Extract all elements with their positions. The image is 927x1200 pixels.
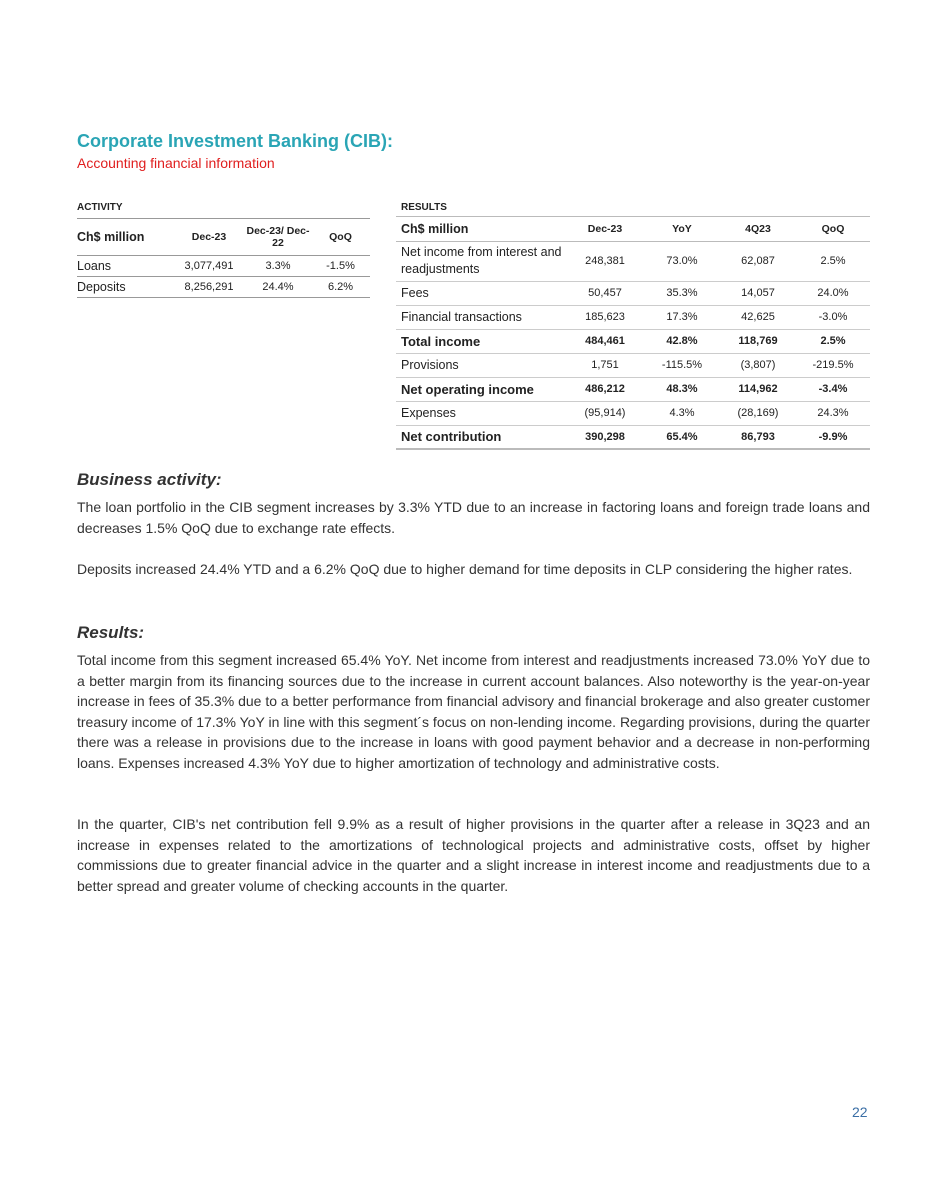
- results-heading: Results:: [77, 623, 145, 642]
- cell-value: 6.2%: [311, 276, 370, 297]
- results-table: [396, 200, 870, 450]
- section-title: Corporate Investment Banking (CIB):: [77, 131, 394, 151]
- cell-value: -9.9%: [796, 425, 870, 449]
- results-header-row: [396, 217, 870, 241]
- cell-value: 2.5%: [796, 329, 870, 353]
- row-label: Deposits: [77, 276, 173, 297]
- row-label: Fees: [396, 281, 566, 305]
- table-row: [396, 281, 870, 305]
- cell-value: 86,793: [720, 425, 796, 449]
- section-subtitle: Accounting financial information: [77, 155, 275, 171]
- activity-header-row: [77, 219, 370, 255]
- cell-value: 24.0%: [796, 281, 870, 305]
- row-label: Total income: [396, 329, 566, 353]
- cell-value: 1,751: [566, 353, 644, 377]
- results-paragraph-2: In the quarter, CIB's net contribution fell 9.9% as a result of higher provisions in the quarter after a release in 3Q23 and an increase in expenses related to the amortizations of technological projects and administrative costs, offset by higher commissions due to greater financial advice in the quarter and a slight increase in interest income and readjustments due to a better spread and greater volume of checking accounts in the quarter.: [77, 816, 870, 894]
- table-row: [396, 329, 870, 353]
- cell-value: 17.3%: [644, 305, 720, 329]
- page-number: 22: [852, 1104, 868, 1120]
- table-row: [396, 377, 870, 401]
- cell-value: 42,625: [720, 305, 796, 329]
- cell-value: 48.3%: [644, 377, 720, 401]
- cell-value: (3,807): [720, 353, 796, 377]
- cell-value: 42.8%: [644, 329, 720, 353]
- cell-value: 4.3%: [644, 401, 720, 425]
- activity-col-unit: Ch$ million: [77, 219, 173, 255]
- cell-value: -3.0%: [796, 305, 870, 329]
- results-col-qoq: QoQ: [796, 217, 870, 241]
- table-row: [396, 305, 870, 329]
- row-label: Loans: [77, 255, 173, 276]
- cell-value: -3.4%: [796, 377, 870, 401]
- cell-value: 3.3%: [245, 255, 311, 276]
- table-row: [396, 425, 870, 449]
- cell-value: 62,087: [720, 241, 796, 281]
- cell-value: 24.4%: [245, 276, 311, 297]
- cell-value: -115.5%: [644, 353, 720, 377]
- cell-value: 2.5%: [796, 241, 870, 281]
- cell-value: 73.0%: [644, 241, 720, 281]
- cell-value: 3,077,491: [173, 255, 245, 276]
- cell-value: (28,169): [720, 401, 796, 425]
- cell-value: -219.5%: [796, 353, 870, 377]
- cell-value: 486,212: [566, 377, 644, 401]
- row-label: Expenses: [396, 401, 566, 425]
- cell-value: 118,769: [720, 329, 796, 353]
- cell-value: 484,461: [566, 329, 644, 353]
- activity-col-yoy: Dec-23/ Dec-22: [245, 219, 311, 255]
- cell-value: 50,457: [566, 281, 644, 305]
- results-paragraph-1: Total income from this segment increased 65.4% YoY. Net income from interest and readjustments increased 73.0% YoY due to a better margin from its financing sources due to the increase in current account balances. Also noteworthy is the year-on-year increase in fees of 35.3% due to a better performance from financial advisory and financial brokerage and also greater customer treasury income of 17.3% YoY in line with this segment´s focus on non-lending income. Regarding provisions, during the quarter there was a release in provisions due to the increase in loans with good payment behavior and a decrease in non-performing loans. Expenses increased 4.3% YoY due to higher amortization of technology and administrative costs.: [77, 652, 870, 771]
- business-activity-paragraph-2: Deposits increased 24.4% YTD and a 6.2% QoQ due to higher demand for time deposits in CLP considering the higher rates.: [77, 561, 853, 577]
- row-label: Net income from interest and readjustments: [396, 241, 566, 281]
- results-col-yoy: YoY: [644, 217, 720, 241]
- row-label: Provisions: [396, 353, 566, 377]
- cell-value: 35.3%: [644, 281, 720, 305]
- row-label: Net contribution: [396, 425, 566, 449]
- business-activity-heading: Business activity:: [77, 470, 222, 489]
- cell-value: 24.3%: [796, 401, 870, 425]
- cell-value: (95,914): [566, 401, 644, 425]
- activity-table: [77, 200, 370, 298]
- activity-col-dec23: Dec-23: [173, 219, 245, 255]
- table-row: [77, 255, 370, 276]
- results-col-unit: Ch$ million: [396, 217, 566, 241]
- cell-value: 65.4%: [644, 425, 720, 449]
- cell-value: 390,298: [566, 425, 644, 449]
- cell-value: 8,256,291: [173, 276, 245, 297]
- cell-value: 14,057: [720, 281, 796, 305]
- results-col-dec23: Dec-23: [566, 217, 644, 241]
- table-row: [396, 353, 870, 377]
- cell-value: -1.5%: [311, 255, 370, 276]
- cell-value: 248,381: [566, 241, 644, 281]
- cell-value: 114,962: [720, 377, 796, 401]
- table-row: [77, 276, 370, 297]
- business-activity-paragraph-1: The loan portfolio in the CIB segment increases by 3.3% YTD due to an increase in factoring loans and foreign trade loans and decreases 1.5% QoQ due to exchange rate effects.: [77, 499, 870, 536]
- results-caption: RESULTS: [396, 200, 870, 217]
- row-label: Financial transactions: [396, 305, 566, 329]
- table-row: [396, 401, 870, 425]
- table-row: [396, 241, 870, 281]
- activity-caption: ACTIVITY: [77, 200, 370, 219]
- results-col-4q23: 4Q23: [720, 217, 796, 241]
- activity-col-qoq: QoQ: [311, 219, 370, 255]
- cell-value: 185,623: [566, 305, 644, 329]
- row-label: Net operating income: [396, 377, 566, 401]
